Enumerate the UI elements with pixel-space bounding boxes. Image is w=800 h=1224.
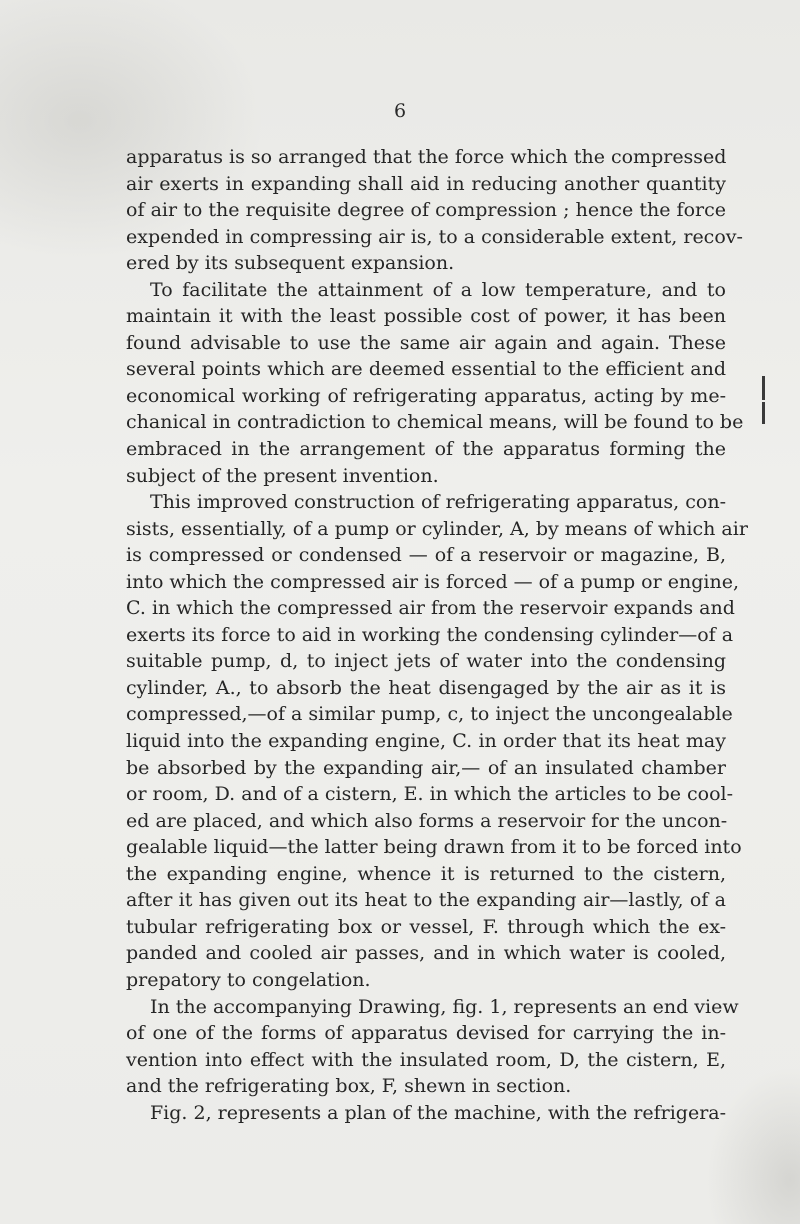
text-line: be absorbed by the expanding air,— of an insulated chamber bbox=[126, 756, 726, 779]
text-line: after it has given out its heat to the expanding air—lastly, of a bbox=[126, 889, 726, 912]
text-line: expended in compressing air is, to a considerable extent, recov- bbox=[126, 225, 743, 248]
text-line: several points which are deemed essential to the efficient and bbox=[126, 358, 726, 381]
text-line: apparatus is so arranged that the force which the compressed bbox=[126, 146, 727, 168]
text-line: of air to the requisite degree of compression ; hence the force bbox=[126, 199, 726, 222]
text-line: the expanding engine, whence it is returned to the cistern, bbox=[126, 862, 726, 885]
text-line: ered by its subsequent expansion. bbox=[126, 252, 455, 275]
page-number: 6 bbox=[393, 100, 407, 122]
text-line: prepatory to congelation. bbox=[126, 968, 371, 991]
text-line: exerts its force to aid in working the condensing cylinder—of a bbox=[126, 623, 734, 646]
margin-mark bbox=[762, 402, 765, 424]
text-line: embraced in the arrangement of the apparatus forming the bbox=[126, 438, 726, 461]
text-line: economical working of refrigerating apparatus, acting by me- bbox=[126, 384, 726, 407]
text-line: or room, D. and of a cistern, E. in which the articles to be cool- bbox=[126, 783, 734, 806]
text-line: into which the compressed air is forced — of a pump or engine, bbox=[126, 570, 739, 593]
text-line: subject of the present invention. bbox=[126, 464, 439, 487]
text-line: tubular refrigerating box or vessel, F. through which the ex- bbox=[126, 915, 726, 938]
paragraph-start-line: To facilitate the attainment of a low temperature, and to bbox=[150, 278, 726, 301]
body-text bbox=[126, 144, 748, 1126]
paragraph-start-line: Fig. 2, represents a plan of the machine, with the refrigera- bbox=[150, 1101, 727, 1124]
text-line: cylinder, A., to absorb the heat disengaged by the air as it is bbox=[126, 676, 726, 699]
text-line: sists, essentially, of a pump or cylinder, A, by means of which air bbox=[126, 517, 748, 540]
text-line: gealable liquid—the latter being drawn from it to be forced into bbox=[126, 836, 742, 859]
text-line: liquid into the expanding engine, C. in order that its heat may bbox=[126, 730, 726, 753]
text-line: of one of the forms of apparatus devised for carrying the in- bbox=[126, 1022, 726, 1045]
text-line: C. in which the compressed air from the reservoir expands and bbox=[126, 597, 735, 620]
text-line: panded and cooled air passes, and in which water is cooled, bbox=[126, 942, 726, 965]
paragraph-start-line: In the accompanying Drawing, fig. 1, represents an end view bbox=[150, 995, 739, 1018]
text-line: found advisable to use the same air again and again. These bbox=[126, 331, 726, 354]
paragraph-start-line: This improved construction of refrigerating apparatus, con- bbox=[150, 491, 726, 514]
text-line: suitable pump, d, to inject jets of water into the condensing bbox=[126, 650, 726, 673]
text-line: and the refrigerating box, F, shewn in section. bbox=[126, 1075, 572, 1098]
text-line: is compressed or condensed — of a reservoir or magazine, B, bbox=[126, 544, 726, 567]
text-line: maintain it with the least possible cost of power, it has been bbox=[126, 305, 726, 328]
text-line: vention into effect with the insulated room, D, the cistern, E, bbox=[126, 1048, 726, 1071]
margin-mark bbox=[762, 376, 765, 400]
text-line: compressed,—of a similar pump, c, to inject the uncongealable bbox=[126, 703, 733, 726]
text-line: air exerts in expanding shall aid in reducing another quantity bbox=[126, 172, 726, 195]
text-line: chanical in contradiction to chemical means, will be found to be bbox=[126, 411, 744, 434]
text-line: ed are placed, and which also forms a reservoir for the uncon- bbox=[126, 809, 728, 832]
